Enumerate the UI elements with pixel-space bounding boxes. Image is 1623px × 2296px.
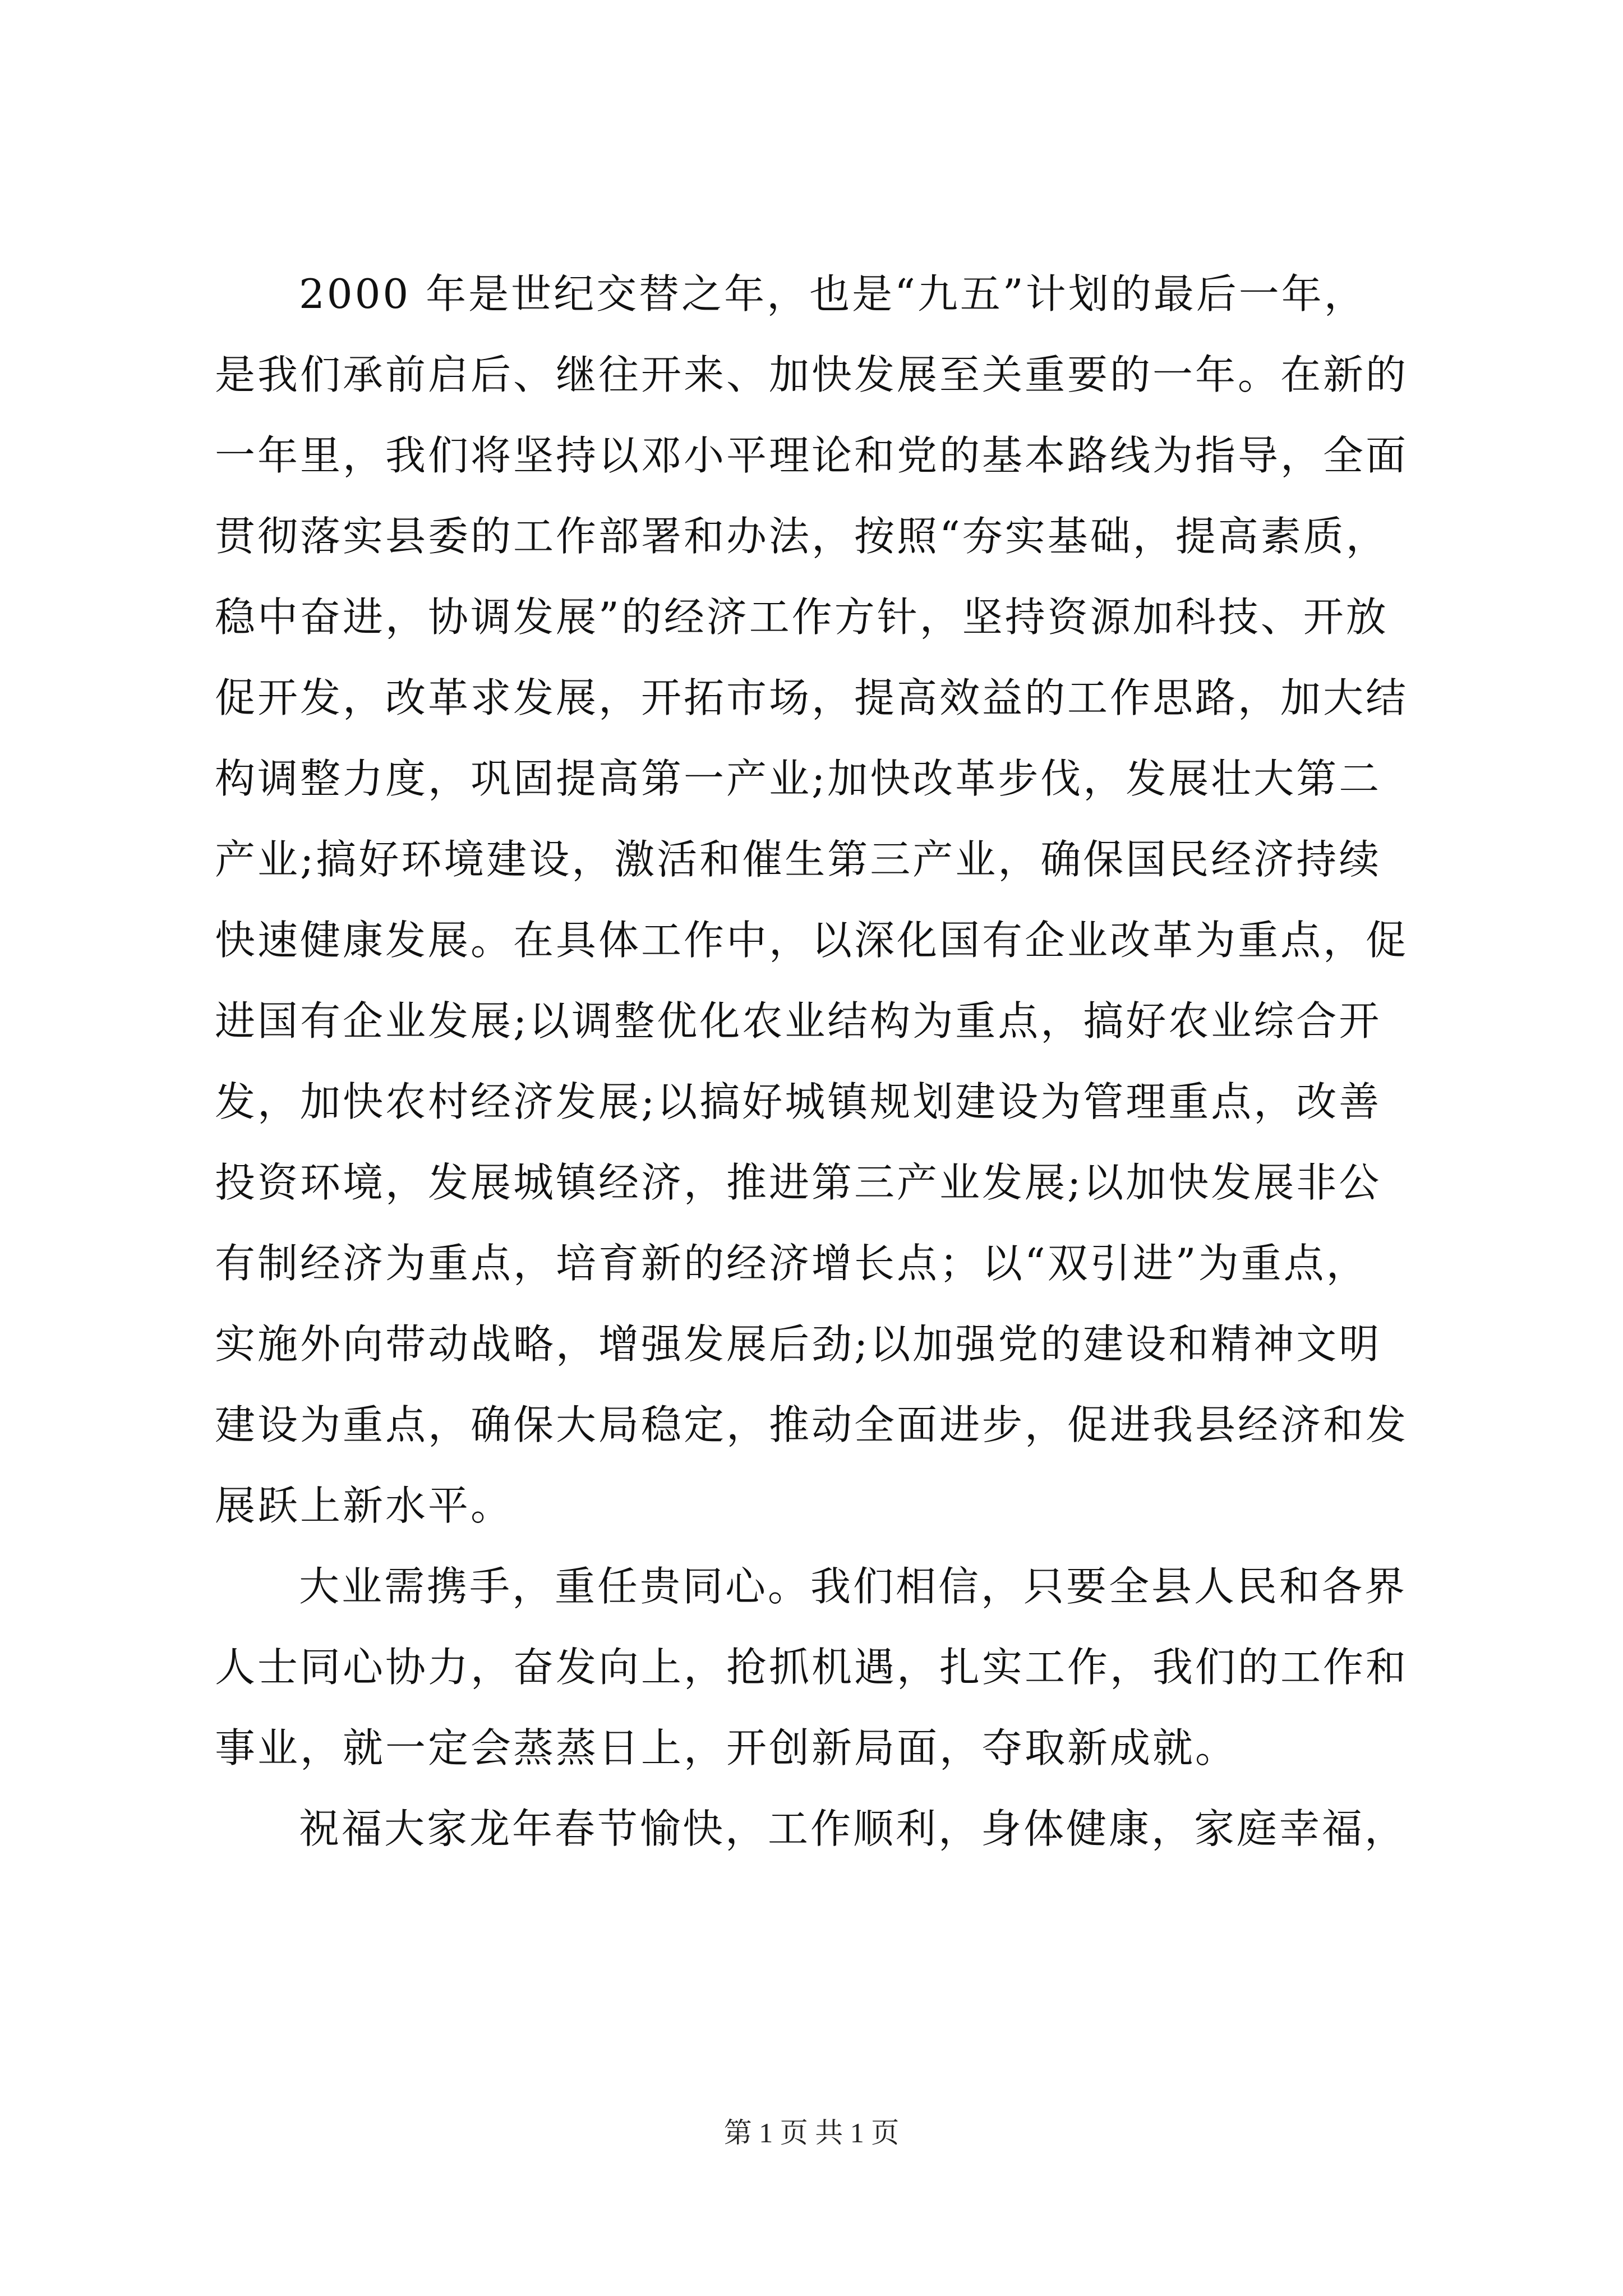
- paragraph-2-line-1: 大业需携手，重任贵同心。我们相信，只要全县人民和各界: [299, 1563, 1408, 1610]
- paragraph-1-line-15: 建设为重点，确保大局稳定，推动全面进步，促进我县经济和发: [215, 1401, 1409, 1448]
- page-footer: [0, 2110, 1623, 2151]
- paragraph-2-line-2: 人士同心协力，奋发向上，抢抓机遇，扎实工作，我们的工作和: [215, 1644, 1409, 1691]
- paragraph-1-line-8: 产业;搞好环境建设，激活和催生第三产业，确保国民经济持续: [215, 836, 1382, 883]
- paragraph-1-line-3: 一年里，我们将坚持以邓小平理论和党的基本路线为指导，全面: [215, 432, 1409, 479]
- paragraph-1-line-10: 进国有企业发展;以调整优化农业结构为重点，搞好农业综合开: [215, 997, 1382, 1045]
- paragraph-1-line-7: 构调整力度，巩固提高第一产业;加快改革步伐，发展壮大第二: [215, 755, 1382, 802]
- paragraph-1-line-9: 快速健康发展。在具体工作中，以深化国有企业改革为重点，促: [215, 917, 1409, 964]
- paragraph-1-line-1: 2000 年是世纪交替之年，也是“九五”计划的最后一年，: [299, 270, 1367, 318]
- paragraph-1-line-16: 展跃上新水平。: [215, 1482, 514, 1529]
- paragraph-3-line-1: 祝福大家龙年春节愉快，工作顺利，身体健康，家庭幸福，: [299, 1805, 1408, 1852]
- paragraph-1-line-4: 贯彻落实县委的工作部署和办法，按照“夯实基础，提高素质，: [215, 513, 1389, 560]
- paragraph-1-line-13: 有制经济为重点，培育新的经济增长点；以“双引进”为重点，: [215, 1240, 1369, 1287]
- paragraph-1-line-11: 发，加快农村经济发展;以搞好城镇规划建设为管理重点，改善: [215, 1078, 1382, 1125]
- paragraph-2-line-3: 事业，就一定会蒸蒸日上，开创新局面，夺取新成就。: [215, 1724, 1238, 1772]
- page-number-label: 第 1 页 共 1 页: [723, 2117, 900, 2148]
- paragraph-1-line-5: 稳中奋进，协调发展”的经济工作方针，坚持资源加科技、开放: [215, 593, 1389, 641]
- paragraph-1-line-14: 实施外向带动战略，增强发展后劲;以加强党的建设和精神文明: [215, 1320, 1382, 1368]
- paragraph-1-line-12: 投资环境，发展城镇经济，推进第三产业发展;以加快发展非公: [215, 1159, 1382, 1206]
- paragraph-1-line-2: 是我们承前启后、继往开来、加快发展至关重要的一年。在新的: [215, 351, 1409, 398]
- document-body: [215, 254, 1433, 1869]
- paragraph-1-line-6: 促开发，改革求发展，开拓市场，提高效益的工作思路，加大结: [215, 674, 1409, 721]
